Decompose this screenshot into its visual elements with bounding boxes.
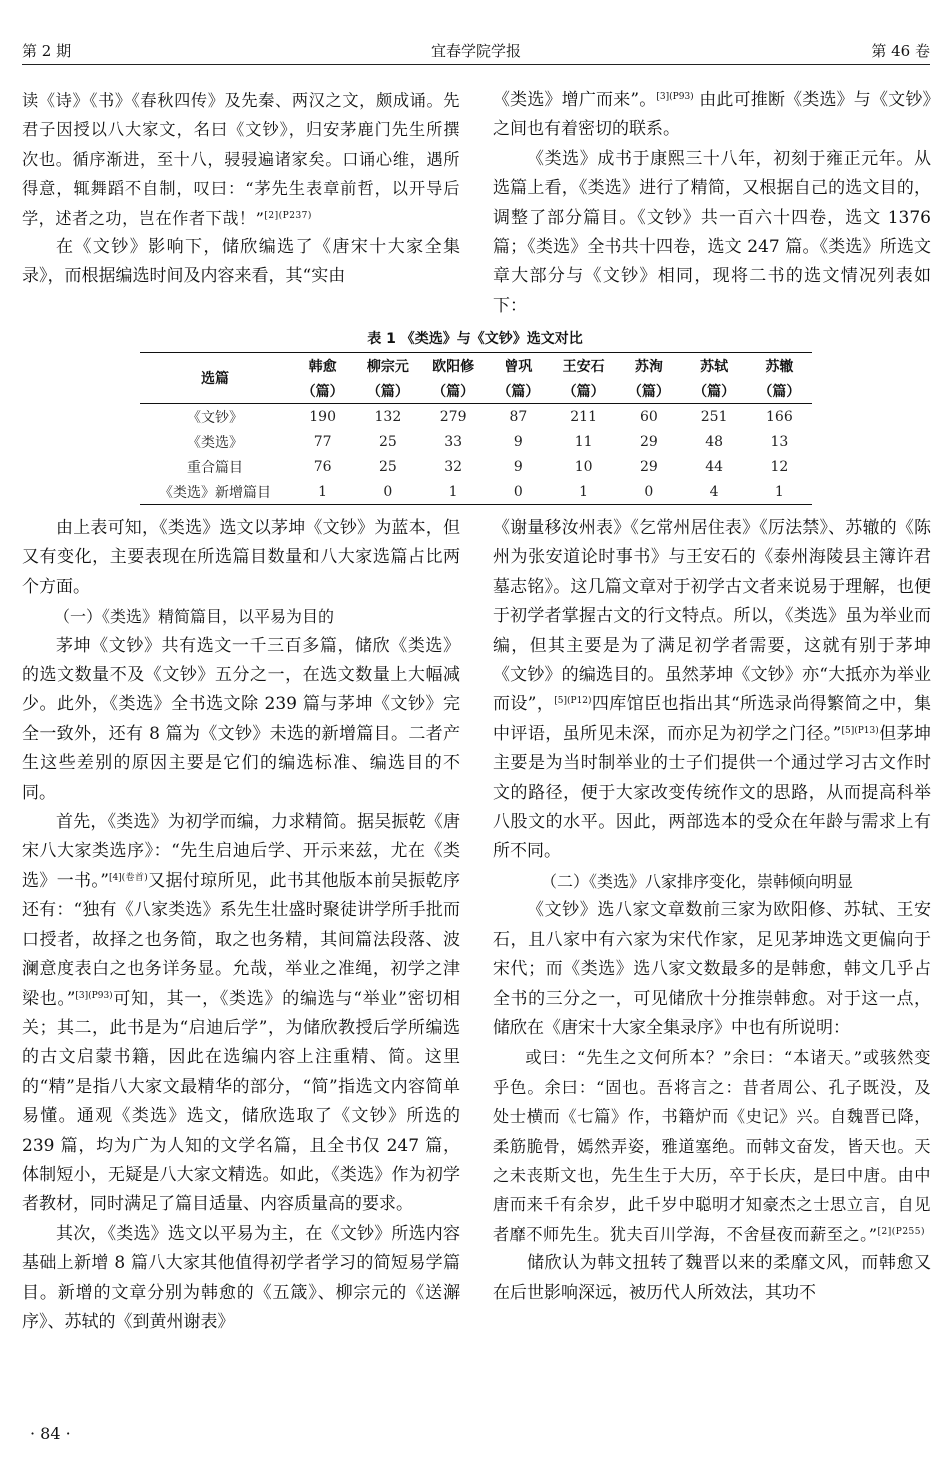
table-cell: 60 — [639, 408, 658, 425]
unit-header: （篇） — [693, 383, 736, 400]
citation: [3](P93) — [656, 92, 694, 102]
section-heading: （一）《类选》精简篇目，以平易为目的 — [54, 607, 335, 627]
table-cell: 29 — [639, 458, 658, 475]
author-header: 欧阳修 — [432, 358, 475, 375]
table-cell: 9 — [513, 433, 523, 450]
table-cell: 1 — [448, 483, 458, 500]
table-header-row — [140, 353, 812, 379]
citation: [3](P93) — [75, 990, 113, 1001]
running-header — [22, 34, 930, 65]
column-top-left — [22, 86, 460, 292]
paragraph: 茅坤《文钞》共有选文一千三百多篇，储欣《类选》的选文数量不及《文钞》五分之一，在选文数量上大幅减少。此外，《类选》全书选文除 239 篇与茅坤《文钞》完全一致外，还有 8 篇为《文钞》未选的新增篇目。二者产生这些差别的原因主要是它们的编选标准、编选目的不同。 — [22, 635, 460, 803]
table-cell: 0 — [644, 483, 654, 500]
row-label: 重合篇目 — [187, 459, 243, 476]
section-heading: （二）《类选》八家排序变化，崇韩倾向明显 — [541, 871, 854, 891]
table-cell: 44 — [705, 458, 724, 475]
column-bottom-left — [22, 514, 460, 1337]
unit-header: （篇） — [432, 383, 475, 400]
unit-header: （篇） — [562, 383, 605, 400]
unit-header: （篇） — [366, 383, 409, 400]
paragraph: 《类选》增广而来”。$^{[3](P93)}$ 由此可推断《类选》与《文钞》之间也有着密切的联系。 — [493, 90, 931, 140]
author-header: 柳宗元 — [366, 358, 409, 375]
table-cell: 33 — [444, 433, 463, 450]
table-cell: 12 — [770, 458, 789, 475]
paragraph: 储欣认为韩文扭转了魏晋以来的柔靡文风，而韩愈又在后世影响深远，被历代人所效法，其功不 — [493, 1253, 931, 1303]
paragraph: 《类选》成书于康熙三十八年，初刻于雍正元年。从选篇上看，《类选》进行了精简，又根据自己的选文目的，调整了部分篇目。《文钞》共一百六十四卷，选文 1376 篇；《类选》全书共十四卷，选文 247 篇。《类选》所选文章大部分与《文钞》相同，现将二书的选文情况列表如下： — [493, 148, 931, 316]
citation: [2](P237) — [264, 210, 312, 221]
table-cell: 48 — [705, 433, 724, 450]
citation: [4](卷首) — [108, 872, 148, 883]
table-cell: 279 — [439, 408, 467, 425]
citation: [2](P255) — [877, 1226, 926, 1237]
table-cell: 1 — [774, 483, 784, 500]
table-cell: 0 — [513, 483, 523, 500]
table-cell: 1 — [318, 483, 328, 500]
unit-header: （篇） — [497, 383, 540, 400]
table-row — [140, 429, 812, 454]
table-cell: 132 — [374, 408, 402, 425]
table-cell: 9 — [513, 458, 523, 475]
comparison-table — [140, 352, 812, 505]
row-label: 《类选》新增篇目 — [159, 484, 271, 501]
page-number: · 84 · — [30, 1424, 71, 1443]
table-cell: 251 — [700, 408, 728, 425]
volume-label: 第 46 卷 — [871, 42, 930, 60]
column-top-right — [493, 86, 931, 321]
table-cell: 190 — [309, 408, 336, 425]
row-label: 《文钞》 — [187, 409, 243, 426]
table-cell: 211 — [570, 408, 597, 425]
table-cell: 10 — [574, 458, 593, 475]
author-header: 苏洵 — [634, 358, 663, 375]
paragraph: 其次，《类选》选文以平易为主，在《文钞》所选内容基础上新增 8 篇八大家其他值得初学者学习的简短易学篇目。新增的文章分别为韩愈的《五箴》、柳宗元的《送澥序》、苏轼的《到黄州谢表》 — [22, 1223, 460, 1332]
table-cell: 25 — [378, 458, 397, 475]
author-header: 韩愈 — [308, 358, 337, 375]
table-row — [140, 454, 812, 479]
table-cell: 87 — [509, 408, 528, 425]
author-header: 苏辙 — [765, 358, 794, 375]
citation: [5](P12) — [554, 696, 592, 707]
table-cell: 0 — [383, 483, 393, 500]
paragraph: 《谢量移汝州表》《乞常州居住表》《厉法禁》、苏辙的《陈州为张安道论时事书》与王安石的《泰州海陵县主簿许君墓志铭》。这几篇文章对于初学古文者来说易于理解，也便于初学者掌握古文的行文特点。所以，《类选》虽为举业而编，但其主要是为了满足初学者需要，这就有别于茅坤《文钞》的编选目的。虽然茅坤《文钞》亦“大抵亦为举业而设”，$^{[5](P12)}$四库馆臣也指出其“所选录尚得繁简之中，集中评语，虽所见未深，而亦足为初学之门径。”$^{[5](P13)}$但茅坤主要是为当时制举业的士子们提供一个通过学习古文作时文的路径，便于大家改变传统作文的思路，从而提高科举八股文的水平。因此，两部选本的受众在年龄与需求上有所不同。 — [493, 518, 931, 862]
unit-header: （篇） — [627, 383, 670, 400]
issue-label: 第 2 期 — [22, 42, 72, 60]
author-header: 王安石 — [562, 358, 605, 375]
citation: [5](P13) — [841, 725, 879, 736]
table-row — [140, 404, 812, 430]
unit-header: （篇） — [758, 383, 801, 400]
table-row — [140, 479, 812, 505]
quote-paragraph: 读《诗》《书》《春秋四传》及先秦、两汉之文，颇成诵。先君子因授以八大家文，名曰《文钞》，归安茅鹿门先生所撰次也。循序渐进，至十八，骎骎遍诸家矣。口诵心维，遇所得意，辄舞蹈不自制，叹曰：“茅先生表章前哲，以开导后学，述者之功，岂在作者下哉！”$^{[2](P237)}$ — [22, 91, 460, 228]
block-quote: 或曰：“先生之文何所本？”余曰：“本诸天。”或骇然变乎色。余曰：“固也。吾将言之：昔者周公、孔子既没，及处士横而《七篇》作，书籍炉而《史记》兴。自魏晋已降，柔筋脆骨，嫣然弄姿，雅道塞绝。而韩文奋发，皆天也。天之未丧斯文也，先生生于大历，卒于长庆，是曰中唐。由中唐而来千有余岁，此千岁中聪明才知豪杰之士思立言，自见者靡不师先生。犹夫百川学海，不舍昼夜而薪至之。”$^{[2](P255)}$ — [493, 1048, 931, 1244]
table-cell: 166 — [766, 408, 793, 425]
row-label: 《类选》 — [187, 434, 243, 451]
paragraph: 由上表可知，《类选》选文以茅坤《文钞》为蓝本，但又有变化，主要表现在所选篇目数量和八大家选篇占比两个方面。 — [22, 518, 460, 597]
table-cell: 1 — [579, 483, 589, 500]
table-cell: 32 — [444, 458, 463, 475]
table-cell: 13 — [770, 433, 789, 450]
paragraph: 《文钞》选八家文章数前三家为欧阳修、苏轼、王安石，且八家中有六家为宋代作家，足见茅坤选文更偏向于宋代；而《类选》选八家文数最多的是韩愈，韩文几乎占全书的三分之一，可见储欣十分推崇韩愈。对于这一点，储欣在《唐宋十大家全集录序》中也有所说明： — [493, 900, 931, 1038]
journal-title: 宜春学院学报 — [430, 42, 521, 60]
column-bottom-right — [493, 514, 931, 1308]
table-cell: 77 — [313, 433, 332, 450]
table-cell: 76 — [313, 458, 332, 475]
table-cell: 11 — [574, 433, 593, 450]
table-caption: 表 1 《类选》与《文钞》选文对比 — [367, 331, 583, 347]
table-cell: 29 — [639, 433, 658, 450]
author-header: 苏轼 — [700, 358, 729, 375]
table-cell: 4 — [709, 483, 719, 500]
paragraph: 首先，《类选》为初学而编，力求精简。据吴振乾《唐宋八大家类选序》：“先生启迪后学、开示来兹，尤在《类选》一书。”$^{[4](卷首)}$又据付琼所见，此书其他版本前吴振乾序还有：“独有《八家类选》系先生壮盛时聚徒讲学所手批而口授者，故择之也务简，取之也务精，其间篇法段落、波澜意度表白之也务详务显。允哉，举业之准绳，初学之津梁也。”$^{[3](P93)}$可知，其一，《类选》的编选与“举业”密切相关；其二，此书是为“启迪后学”，为储欣教授后学所编选的古文启蒙书籍，因此在选编内容上注重精、简。这里的“精”是指八大家文最精华的部分，“简”指选文内容简单易懂。通观《类选》选文，储欣选取了《文钞》所选的 239 篇，均为广为人知的文学名篇，且全书仅 247 篇，体制短小，无疑是八大家文精选。如此，《类选》作为初学者教材，同时满足了篇目适量、内容质量高的要求。 — [22, 812, 460, 1215]
paragraph: 在《文钞》影响下，储欣编选了《唐宋十大家全集录》，而根据编选时间及内容来看，其“实由 — [22, 237, 460, 287]
table-cell: 25 — [378, 433, 397, 450]
author-header: 曾巩 — [504, 358, 533, 375]
unit-header: （篇） — [301, 383, 344, 400]
table-corner-header: 选篇 — [201, 371, 229, 387]
